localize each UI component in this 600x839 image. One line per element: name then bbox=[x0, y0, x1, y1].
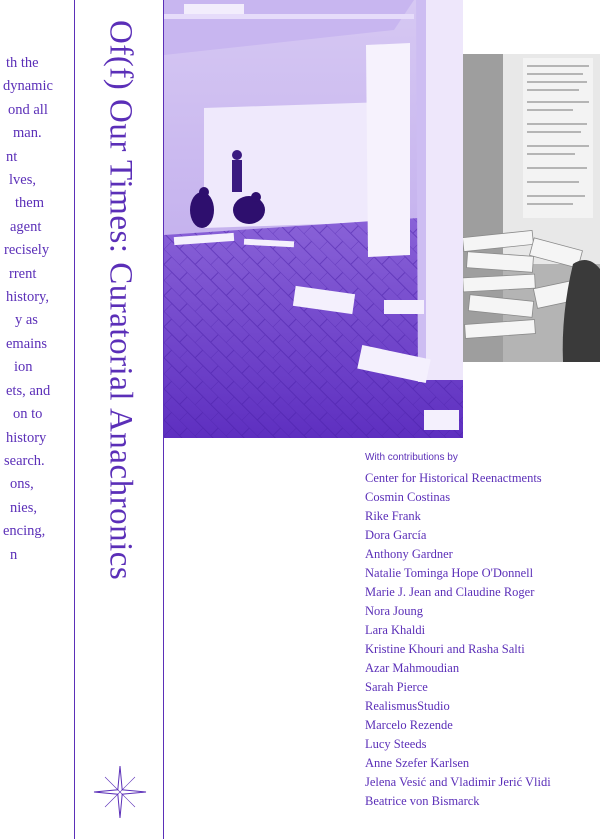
contributor-name: Anne Szefer Karlsen bbox=[365, 756, 470, 770]
exhibition-installation-photo bbox=[164, 0, 463, 438]
contributor-name: Natalie Tominga Hope O'Donnell bbox=[365, 566, 534, 580]
contributors-list bbox=[365, 451, 597, 811]
blurb-line: ond all bbox=[8, 101, 48, 118]
contributor-name: Kristine Khouri and Rasha Salti bbox=[365, 642, 525, 656]
blurb-line: th the bbox=[6, 55, 39, 71]
blurb-line: history bbox=[6, 429, 47, 446]
contributor-name: Anthony Gardner bbox=[365, 547, 453, 561]
blurb-line: nies, bbox=[10, 499, 37, 516]
blurb-line: agent bbox=[10, 218, 42, 235]
contributors-heading: With contributions by bbox=[365, 452, 458, 463]
blurb-line: emains bbox=[6, 335, 48, 352]
blurb-line: y as bbox=[15, 312, 38, 329]
blurb-line: rrent bbox=[9, 265, 37, 282]
blurb-line: history, bbox=[6, 289, 49, 306]
contributor-name: Lara Khaldi bbox=[365, 623, 426, 637]
back-cover bbox=[0, 0, 74, 839]
blurb-line: man. bbox=[13, 125, 42, 142]
blurb-line: recisely bbox=[4, 242, 50, 259]
contributor-name: Lucy Steeds bbox=[365, 737, 427, 751]
contributor-name: Rike Frank bbox=[365, 509, 421, 523]
blurb-line: on to bbox=[13, 406, 43, 423]
archive-documents-photo bbox=[463, 54, 600, 362]
blurb-line: them bbox=[15, 195, 44, 212]
blurb-line: ets, and bbox=[6, 382, 51, 399]
contributor-name: Beatrice von Bismarck bbox=[365, 794, 480, 808]
contributor-name: RealismusStudio bbox=[365, 699, 450, 713]
front-cover bbox=[164, 0, 600, 839]
contributor-name: Center for Historical Reenactments bbox=[365, 471, 542, 485]
blurb-line: nt bbox=[6, 148, 18, 165]
blurb-line: search. bbox=[4, 452, 45, 469]
blurb-line: n bbox=[10, 546, 18, 563]
back-cover-blurb bbox=[0, 52, 70, 567]
blurb-line: dynamic bbox=[3, 78, 53, 95]
four-point-star-icon bbox=[92, 764, 148, 820]
blurb-line: encing, bbox=[3, 523, 46, 540]
spine-title: Of(f) Our Times: Curatorial Anachronics bbox=[102, 20, 139, 581]
blurb-line: lves, bbox=[9, 172, 36, 189]
blurb-line: ons, bbox=[10, 476, 34, 493]
contributor-name: Azar Mahmoudian bbox=[365, 661, 460, 675]
contributor-name: Marcelo Rezende bbox=[365, 718, 453, 732]
contributor-name: Marie J. Jean and Claudine Roger bbox=[365, 585, 535, 599]
contributor-name: Sarah Pierce bbox=[365, 680, 428, 694]
contributor-name: Dora García bbox=[365, 528, 427, 542]
blurb-line: ion bbox=[14, 359, 33, 376]
book-spine bbox=[74, 0, 164, 839]
contributor-name: Cosmin Costinas bbox=[365, 490, 451, 504]
contributor-name: Jelena Vesić and Vladimir Jerić Vlidi bbox=[365, 775, 551, 789]
contributor-name: Nora Joung bbox=[365, 604, 423, 618]
